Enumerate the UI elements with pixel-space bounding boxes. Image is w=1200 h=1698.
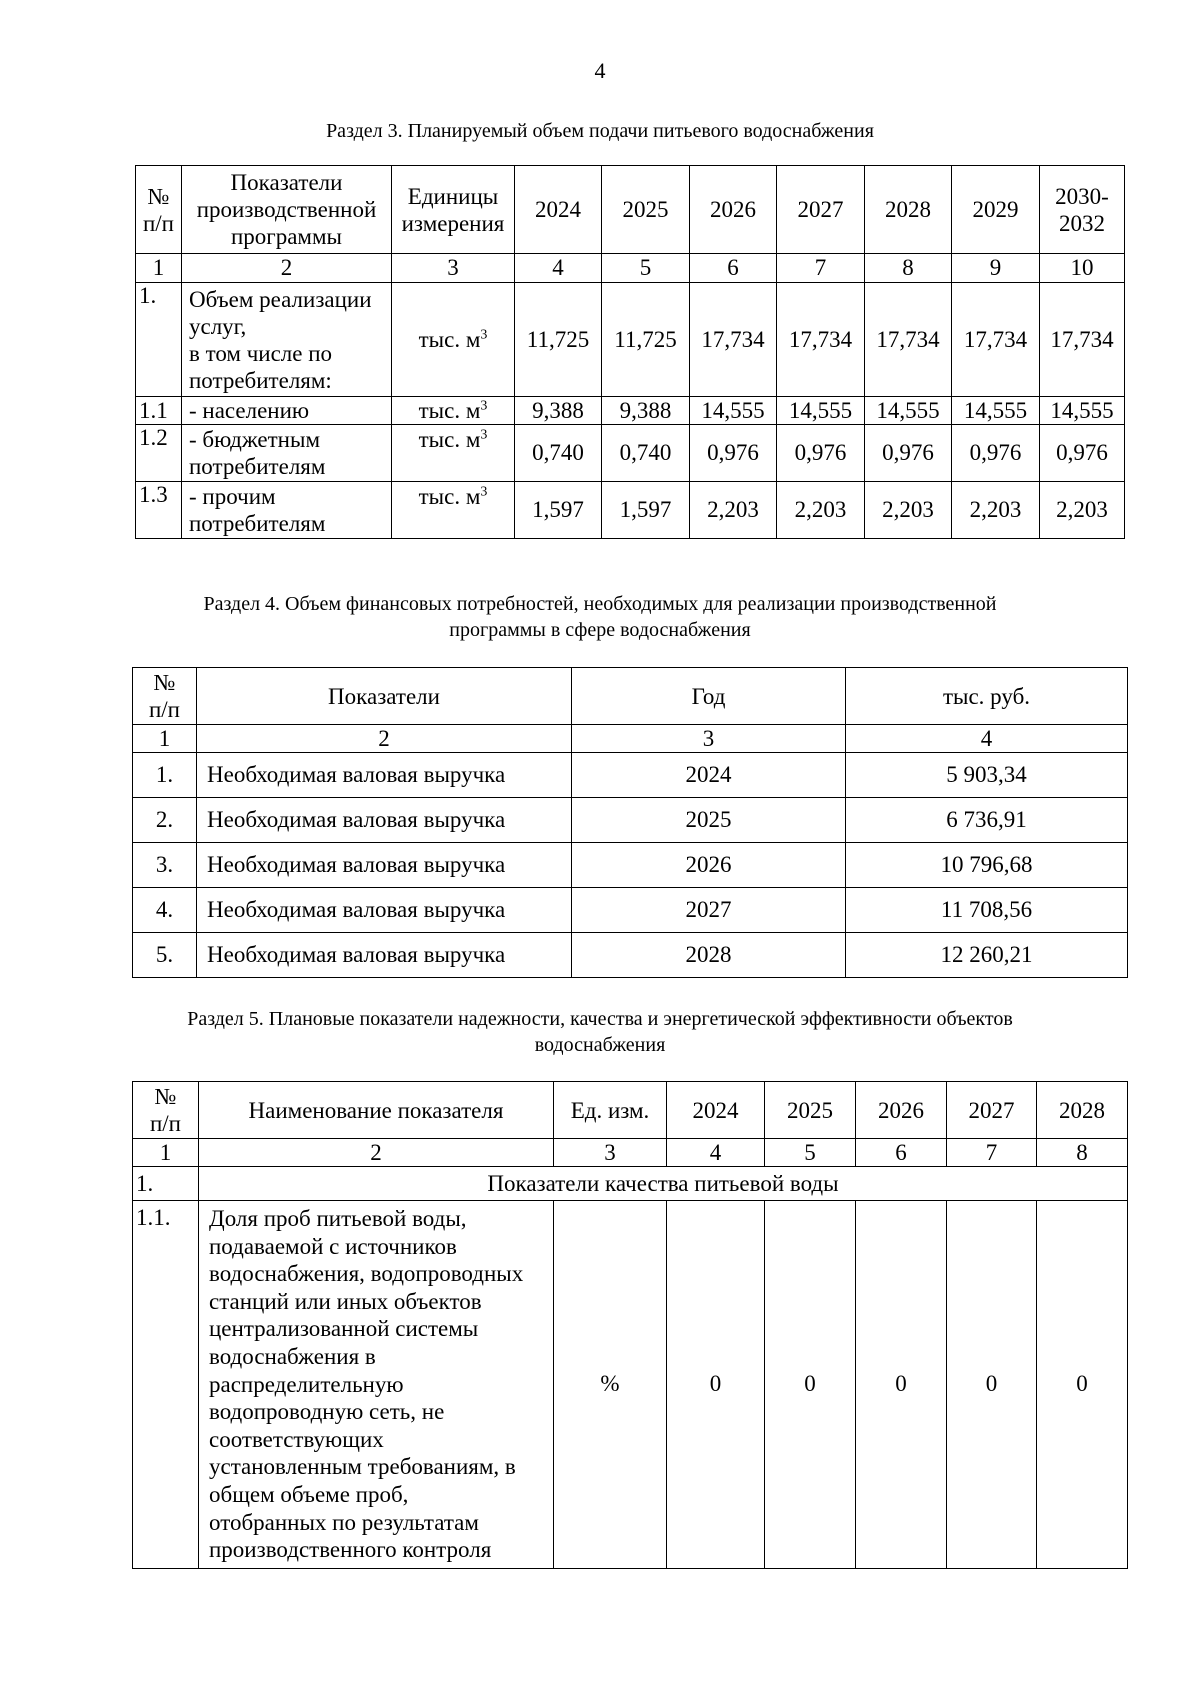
table-row: [133, 1201, 1128, 1569]
row-label-line: водопроводную сеть, не: [209, 1399, 445, 1425]
section3-header-row: [136, 166, 1125, 254]
row-label-line: потребителям: [189, 454, 326, 479]
page-number: 4: [594, 58, 606, 83]
column-number: 3: [572, 725, 846, 753]
value-cell: 2,203: [952, 482, 1040, 539]
section4-title-line: программы в сфере водоснабжения: [449, 619, 751, 641]
column-number: 10: [1040, 254, 1125, 283]
value-cell: 14,555: [865, 397, 952, 425]
value-cell: 14,555: [1040, 397, 1125, 425]
value-cell: 0,976: [777, 425, 865, 482]
unit-text: тыс. м: [418, 484, 481, 509]
value-cell: 9,388: [602, 397, 690, 425]
column-number-row: [133, 1139, 1128, 1167]
row-number: 1.: [133, 753, 197, 798]
unit-superscript: 3: [480, 326, 488, 342]
value-cell: 17,734: [1040, 283, 1125, 397]
num-header-line: п/п: [148, 697, 180, 722]
row-label-line: услуг,: [189, 313, 247, 339]
indicators-header-line: Показатели: [230, 170, 343, 195]
year-header: 2028: [865, 166, 952, 254]
row-label-line: потребителям:: [189, 367, 332, 393]
year-header: 2028: [1037, 1082, 1128, 1139]
value-cell: 1,597: [515, 482, 602, 539]
value-cell: 0,740: [602, 425, 690, 482]
row-label-line: потребителям: [189, 511, 326, 536]
column-number: 8: [1037, 1139, 1128, 1167]
num-header: [133, 1082, 199, 1139]
year-cell: 2028: [572, 933, 846, 978]
value-cell: 17,734: [777, 283, 865, 397]
unit-cell: %: [554, 1201, 667, 1569]
year-cell: 2024: [572, 753, 846, 798]
year-cell: 2025: [572, 798, 846, 843]
num-header: [133, 668, 197, 725]
row-label-line: водоснабжения в: [209, 1343, 376, 1369]
section5-title-line: Раздел 5. Плановые показатели надежности, качества и энергетической эффективности объектов: [187, 1008, 1013, 1030]
row-label-line: Доля проб питьевой воды,: [209, 1206, 467, 1231]
row-number: 1.2: [136, 425, 182, 482]
column-number: 4: [515, 254, 602, 283]
value-cell: 2,203: [777, 482, 865, 539]
section4-title-line: Раздел 4. Объем финансовых потребностей, необходимых для реализации производственной: [203, 593, 997, 615]
unit-cell: [392, 482, 515, 539]
table-row: [136, 397, 1125, 425]
section5-title-line: водоснабжения: [534, 1034, 666, 1056]
value-cell: 0: [667, 1201, 765, 1569]
row-number: 2.: [133, 798, 197, 843]
column-number: 1: [133, 1139, 199, 1167]
column-number: 1: [136, 254, 182, 283]
value-cell: 2,203: [1040, 482, 1125, 539]
value-cell: 17,734: [865, 283, 952, 397]
amount-cell: 12 260,21: [846, 933, 1128, 978]
unit-cell: [392, 283, 515, 397]
num-header-line: №: [147, 183, 170, 209]
year-cell: 2026: [572, 843, 846, 888]
unit-text: тыс. м: [418, 397, 481, 423]
row-number: 3.: [133, 843, 197, 888]
year-header: 2025: [602, 166, 690, 254]
section4-title: [0, 591, 1200, 643]
year-header: 2025: [765, 1082, 856, 1139]
column-number: 2: [182, 254, 392, 283]
row-label-line: водоснабжения, водопроводных: [209, 1261, 524, 1287]
unit-superscript: 3: [480, 427, 488, 443]
indicators-header: [182, 166, 392, 254]
row-number: 1.1.: [133, 1201, 199, 1569]
name-header: Наименование показателя: [199, 1082, 554, 1139]
row-label-line: централизованной системы: [209, 1316, 479, 1342]
section5-title: [0, 1006, 1200, 1058]
num-header: [136, 166, 182, 254]
row-label-line: в том числе по: [189, 340, 333, 366]
year-header-line: 2030-: [1055, 183, 1109, 209]
row-label-line: станций или иных объектов: [209, 1288, 482, 1314]
column-number: 5: [765, 1139, 856, 1167]
year-header: 2024: [515, 166, 602, 254]
value-cell: 17,734: [690, 283, 777, 397]
row-label-line: установленным требованиям, в: [209, 1454, 516, 1480]
year-header: 2026: [856, 1082, 947, 1139]
unit-text: тыс. м: [418, 427, 481, 452]
year-header: [1040, 166, 1125, 254]
amount-cell: 6 736,91: [846, 798, 1128, 843]
column-number: 5: [602, 254, 690, 283]
unit-superscript: 3: [480, 484, 488, 500]
year-header: Год: [572, 668, 846, 725]
value-cell: 0: [765, 1201, 856, 1569]
row-label: Необходимая валовая выручка: [197, 753, 572, 798]
row-label-line: Объем реализации: [189, 286, 372, 312]
unit-cell: [392, 425, 515, 482]
year-header: 2027: [947, 1082, 1037, 1139]
units-header-line: Единицы: [407, 183, 499, 209]
group-label: Показатели качества питьевой воды: [199, 1167, 1128, 1201]
column-number: 4: [667, 1139, 765, 1167]
table-row: [136, 482, 1125, 539]
value-cell: 9,388: [515, 397, 602, 425]
row-number: 4.: [133, 888, 197, 933]
row-number: 1.: [133, 1167, 199, 1201]
row-label: [182, 283, 392, 397]
row-label-line: - прочим: [189, 484, 276, 509]
row-label-line: - населению: [189, 397, 310, 423]
value-cell: 17,734: [952, 283, 1040, 397]
row-label-line: подаваемой с источников: [209, 1233, 457, 1259]
column-number: 1: [133, 725, 197, 753]
num-header-line: п/п: [142, 210, 174, 236]
units-header-line: измерения: [401, 210, 505, 236]
num-header-line: №: [154, 1084, 177, 1109]
section4-header-row: [133, 668, 1128, 725]
value-cell: 0: [947, 1201, 1037, 1569]
value-cell: 11,725: [515, 283, 602, 397]
value-cell: 2,203: [690, 482, 777, 539]
row-label-line: распределительную: [209, 1371, 404, 1397]
unit-superscript: 3: [480, 397, 488, 413]
value-cell: 0: [856, 1201, 947, 1569]
row-label: [199, 1201, 554, 1569]
year-cell: 2027: [572, 888, 846, 933]
section5-table: [132, 1081, 1128, 1569]
amount-header: тыс. руб.: [846, 668, 1128, 725]
column-number: 7: [777, 254, 865, 283]
value-cell: 14,555: [952, 397, 1040, 425]
unit-cell: [392, 397, 515, 425]
table-row: [133, 933, 1128, 978]
column-number: 2: [197, 725, 572, 753]
num-header-line: п/п: [149, 1111, 181, 1136]
row-number: 5.: [133, 933, 197, 978]
unit-text: тыс. м: [418, 326, 481, 352]
year-header: 2027: [777, 166, 865, 254]
indicators-header: Показатели: [197, 668, 572, 725]
indicators-header-line: программы: [230, 224, 342, 249]
section5-header-row: [133, 1082, 1128, 1139]
row-label: [182, 397, 392, 425]
value-cell: 11,725: [602, 283, 690, 397]
value-cell: 0,976: [690, 425, 777, 482]
column-number: 4: [846, 725, 1128, 753]
column-number: 7: [947, 1139, 1037, 1167]
column-number-row: [136, 254, 1125, 283]
column-number: 3: [554, 1139, 667, 1167]
row-label-line: соответствующих: [209, 1426, 384, 1452]
row-label-line: отобранных по результатам: [209, 1509, 479, 1535]
table-row: [133, 888, 1128, 933]
row-label-line: общем объеме проб,: [209, 1481, 409, 1507]
column-number: 8: [865, 254, 952, 283]
column-number: 6: [856, 1139, 947, 1167]
table-row: [133, 798, 1128, 843]
amount-cell: 10 796,68: [846, 843, 1128, 888]
year-header: 2024: [667, 1082, 765, 1139]
value-cell: 2,203: [865, 482, 952, 539]
year-header: 2029: [952, 166, 1040, 254]
value-cell: 0,976: [952, 425, 1040, 482]
column-number: 2: [199, 1139, 554, 1167]
row-label-line: - бюджетным: [189, 427, 320, 452]
row-label: [182, 425, 392, 482]
value-cell: 14,555: [777, 397, 865, 425]
unit-header: Ед. изм.: [554, 1082, 667, 1139]
num-header-line: №: [153, 670, 176, 695]
value-cell: 1,597: [602, 482, 690, 539]
value-cell: 0: [1037, 1201, 1128, 1569]
value-cell: 14,555: [690, 397, 777, 425]
row-number: 1.1: [136, 397, 182, 425]
row-label: Необходимая валовая выручка: [197, 798, 572, 843]
table-row: [136, 425, 1125, 482]
row-number: 1.: [136, 283, 182, 397]
row-label-line: производственного контроля: [209, 1537, 492, 1563]
amount-cell: 11 708,56: [846, 888, 1128, 933]
row-label: Необходимая валовая выручка: [197, 843, 572, 888]
column-number-row: [133, 725, 1128, 753]
column-number: 3: [392, 254, 515, 283]
table-row: [136, 283, 1125, 397]
table-row: [133, 843, 1128, 888]
value-cell: 0,740: [515, 425, 602, 482]
amount-cell: 5 903,34: [846, 753, 1128, 798]
column-number: 6: [690, 254, 777, 283]
section4-table: [132, 667, 1128, 978]
year-header: 2026: [690, 166, 777, 254]
section3-title: Раздел 3. Планируемый объем подачи питьевого водоснабжения: [326, 120, 874, 142]
value-cell: 0,976: [865, 425, 952, 482]
group-row: [133, 1167, 1128, 1201]
table-row: [133, 753, 1128, 798]
value-cell: 0,976: [1040, 425, 1125, 482]
units-header: [392, 166, 515, 254]
row-number: 1.3: [136, 482, 182, 539]
row-label: Необходимая валовая выручка: [197, 888, 572, 933]
indicators-header-line: производственной: [196, 197, 377, 222]
column-number: 9: [952, 254, 1040, 283]
row-label: [182, 482, 392, 539]
year-header-line: 2032: [1059, 210, 1105, 236]
row-label: Необходимая валовая выручка: [197, 933, 572, 978]
section3-table: [135, 165, 1125, 539]
